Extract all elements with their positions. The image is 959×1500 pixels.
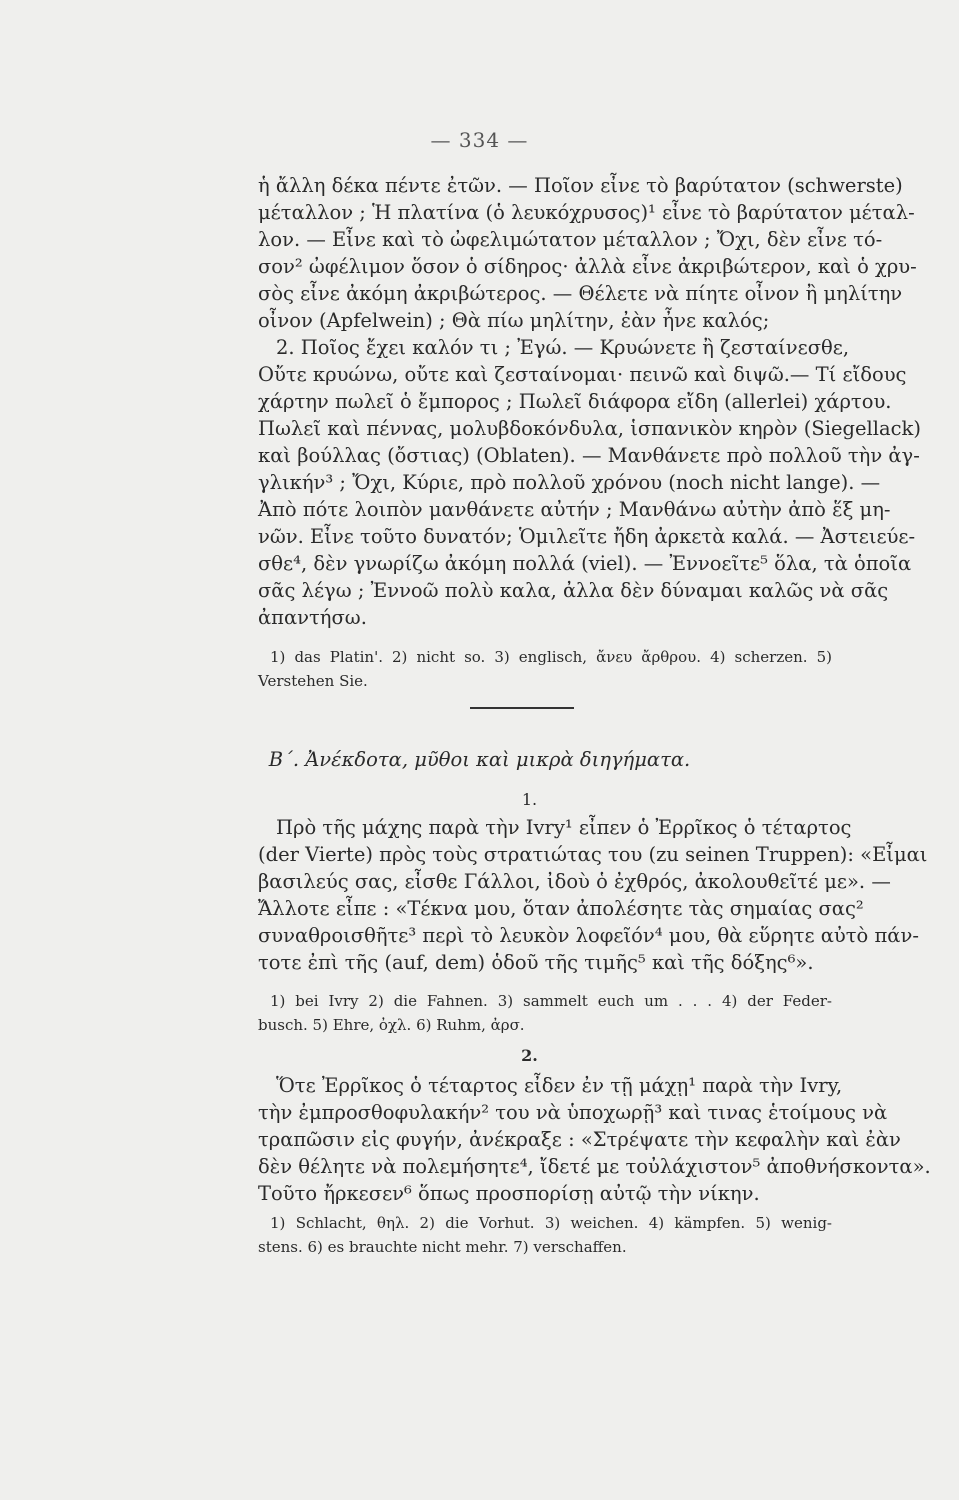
story-2-text bbox=[258, 1074, 931, 1211]
footnote-line: busch. 5) Ehre, ὀχλ. 6) Ruhm, ἀρσ. bbox=[258, 1016, 525, 1034]
text-line: γλικήν³ ; Ὄχι, Κύριε, πρὸ πολλοῦ χρόνου (noch nicht lange). — bbox=[258, 471, 881, 494]
text-line: νῶν. Εἶνε τοῦτο δυνατόν; Ὁμιλεῖτε ἤδη ἀρκετὰ καλά. — Ἀστειεύε- bbox=[258, 525, 916, 548]
footnotes-story-1 bbox=[258, 994, 832, 1042]
footnotes-top bbox=[258, 650, 832, 698]
text-line: τὴν ἐμπροσθοφυλακήν² του νὰ ὑποχωρῇ³ καὶ τινας ἑτοίμους νὰ bbox=[258, 1101, 888, 1124]
text-line: σθε⁴, δὲν γνωρίζω ἀκόμη πολλά (viel). — Ἐννοεῖτε⁵ ὅλα, τὰ ὁποῖα bbox=[258, 552, 912, 575]
page-number: — 334 — bbox=[430, 128, 529, 152]
story-number: 1. bbox=[521, 790, 538, 809]
text-line: 2. Ποῖος ἔχει καλόν τι ; Ἐγώ. — Κρυώνετε ἢ ζεσταίνεσθε, bbox=[276, 336, 850, 359]
text-line: σον² ὠφέλιμον ὅσον ὁ σίδηρος· ἀλλὰ εἶνε ἀκριβώτερον, καὶ ὁ χρυ- bbox=[258, 255, 917, 278]
text-line: βασιλεύς σας, εἶσθε Γάλλοι, ἰδοὺ ὁ ἐχθρός, ἀκολουθεῖτέ με». — bbox=[258, 870, 891, 893]
text-line: σᾶς λέγω ; Ἐννοῶ πολὺ καλα, ἀλλα δὲν δύναμαι καλῶς νὰ σᾶς bbox=[258, 579, 889, 602]
section-title: Β΄. Ἀνέκδοτα, μῦθοι καὶ μικρὰ διηγήματα. bbox=[268, 748, 691, 771]
text-line: καὶ βούλλας (ὄστιας) (Oblaten). — Μανθάνετε πρὸ πολλοῦ τὴν ἀγ- bbox=[258, 444, 920, 467]
text-line: μέταλλον ; Ἡ πλατίνα (ὁ λευκόχρυσος)¹ εἶνε τὸ βαρύτατον μέταλ- bbox=[258, 201, 915, 224]
footnote-line: Verstehen Sie. bbox=[258, 672, 368, 690]
text-line: συναθροισθῆτε³ περὶ τὸ λευκὸν λοφεῖόν⁴ μου, θὰ εὕρητε αὐτὸ πάν- bbox=[258, 924, 919, 947]
story-1-text bbox=[258, 816, 928, 980]
text-line: δὲν θέλητε νὰ πολεμήσητε⁴, ἴδετέ με τοὐλάχιστον⁵ ἀποθνήσκοντα». bbox=[258, 1155, 931, 1178]
text-line: Οὔτε κρυώνω, οὔτε καὶ ζεσταίνομαι· πεινῶ καὶ διψῶ.— Τί εἴδους bbox=[258, 363, 907, 386]
footnote-line: stens. 6) es brauchte nicht mehr. 7) verschaffen. bbox=[258, 1238, 627, 1256]
text-line: χάρτην πωλεῖ ὁ ἔμπορος ; Πωλεῖ διάφορα εἴδη (allerlei) χάρτου. bbox=[258, 390, 892, 413]
exercise-text bbox=[258, 174, 921, 635]
text-line: ἀπαντήσω. bbox=[258, 606, 367, 629]
footnotes-story-2 bbox=[258, 1216, 832, 1264]
text-line: Ἀπὸ πότε λοιπὸν μανθάνετε αὐτήν ; Μανθάνω αὐτὴν ἀπὸ ἕξ μη- bbox=[258, 498, 891, 521]
text-line: (der Vierte) πρὸς τοὺς στρατιώτας του (zu seinen Truppen): «Εἶμαι bbox=[258, 843, 928, 866]
text-line: Ἄλλοτε εἶπε : «Τέκνα μου, ὅταν ἀπολέσητε τὰς σημαίας σας² bbox=[258, 897, 864, 920]
text-line: Πρὸ τῆς μάχης παρὰ τὴν Ivry¹ εἶπεν ὁ Ἐρρῖκος ὁ τέταρτος bbox=[276, 816, 852, 839]
text-line: ἡ ἄλλη δέκα πέντε ἐτῶν. — Ποῖον εἶνε τὸ βαρύτατον (schwerste) bbox=[258, 174, 903, 197]
footnote-line: 1) bei Ivry 2) die Fahnen. 3) sammelt euch um . . . 4) der Feder- bbox=[270, 992, 832, 1010]
text-line: τραπῶσιν εἰς φυγήν, ἀνέκραξε : «Στρέψατε τὴν κεφαλὴν καὶ ἐὰν bbox=[258, 1128, 901, 1151]
text-line: Ὅτε Ἐρρῖκος ὁ τέταρτος εἶδεν ἐν τῇ μάχῃ¹ παρὰ τὴν Ivry, bbox=[276, 1074, 843, 1097]
text-line: σὸς εἶνε ἀκόμη ἀκριβώτερος. — Θέλετε νὰ πίητε οἶνον ἢ μηλίτην bbox=[258, 282, 903, 305]
text-line: λον. — Εἶνε καὶ τὸ ὠφελιμώτατον μέταλλον ; Ὄχι, δὲν εἶνε τό- bbox=[258, 228, 883, 251]
text-line: οἶνον (Apfelwein) ; Θὰ πίω μηλίτην, ἐὰν ἦνε καλός; bbox=[258, 309, 770, 332]
story-number: 2. bbox=[521, 1046, 538, 1065]
text-line: τοτε ἐπὶ τῆς (auf, dem) ὁδοῦ τῆς τιμῆς⁵ καὶ τῆς δόξης⁶». bbox=[258, 951, 814, 974]
text-line: Πωλεῖ καὶ πέννας, μολυβδοκόνδυλα, ἱσπανικὸν κηρὸν (Siegellack) bbox=[258, 417, 921, 440]
footnote-line: 1) Schlacht, θηλ. 2) die Vorhut. 3) weichen. 4) kämpfen. 5) wenig- bbox=[270, 1214, 832, 1232]
section-divider bbox=[470, 707, 574, 709]
footnote-line: 1) das Platin'. 2) nicht so. 3) englisch, ἄνευ ἄρθρου. 4) scherzen. 5) bbox=[270, 648, 832, 666]
text-line: Τοῦτο ἤρκεσεν⁶ ὅπως προσπορίσῃ αὐτῷ τὴν νίκην. bbox=[258, 1182, 760, 1205]
